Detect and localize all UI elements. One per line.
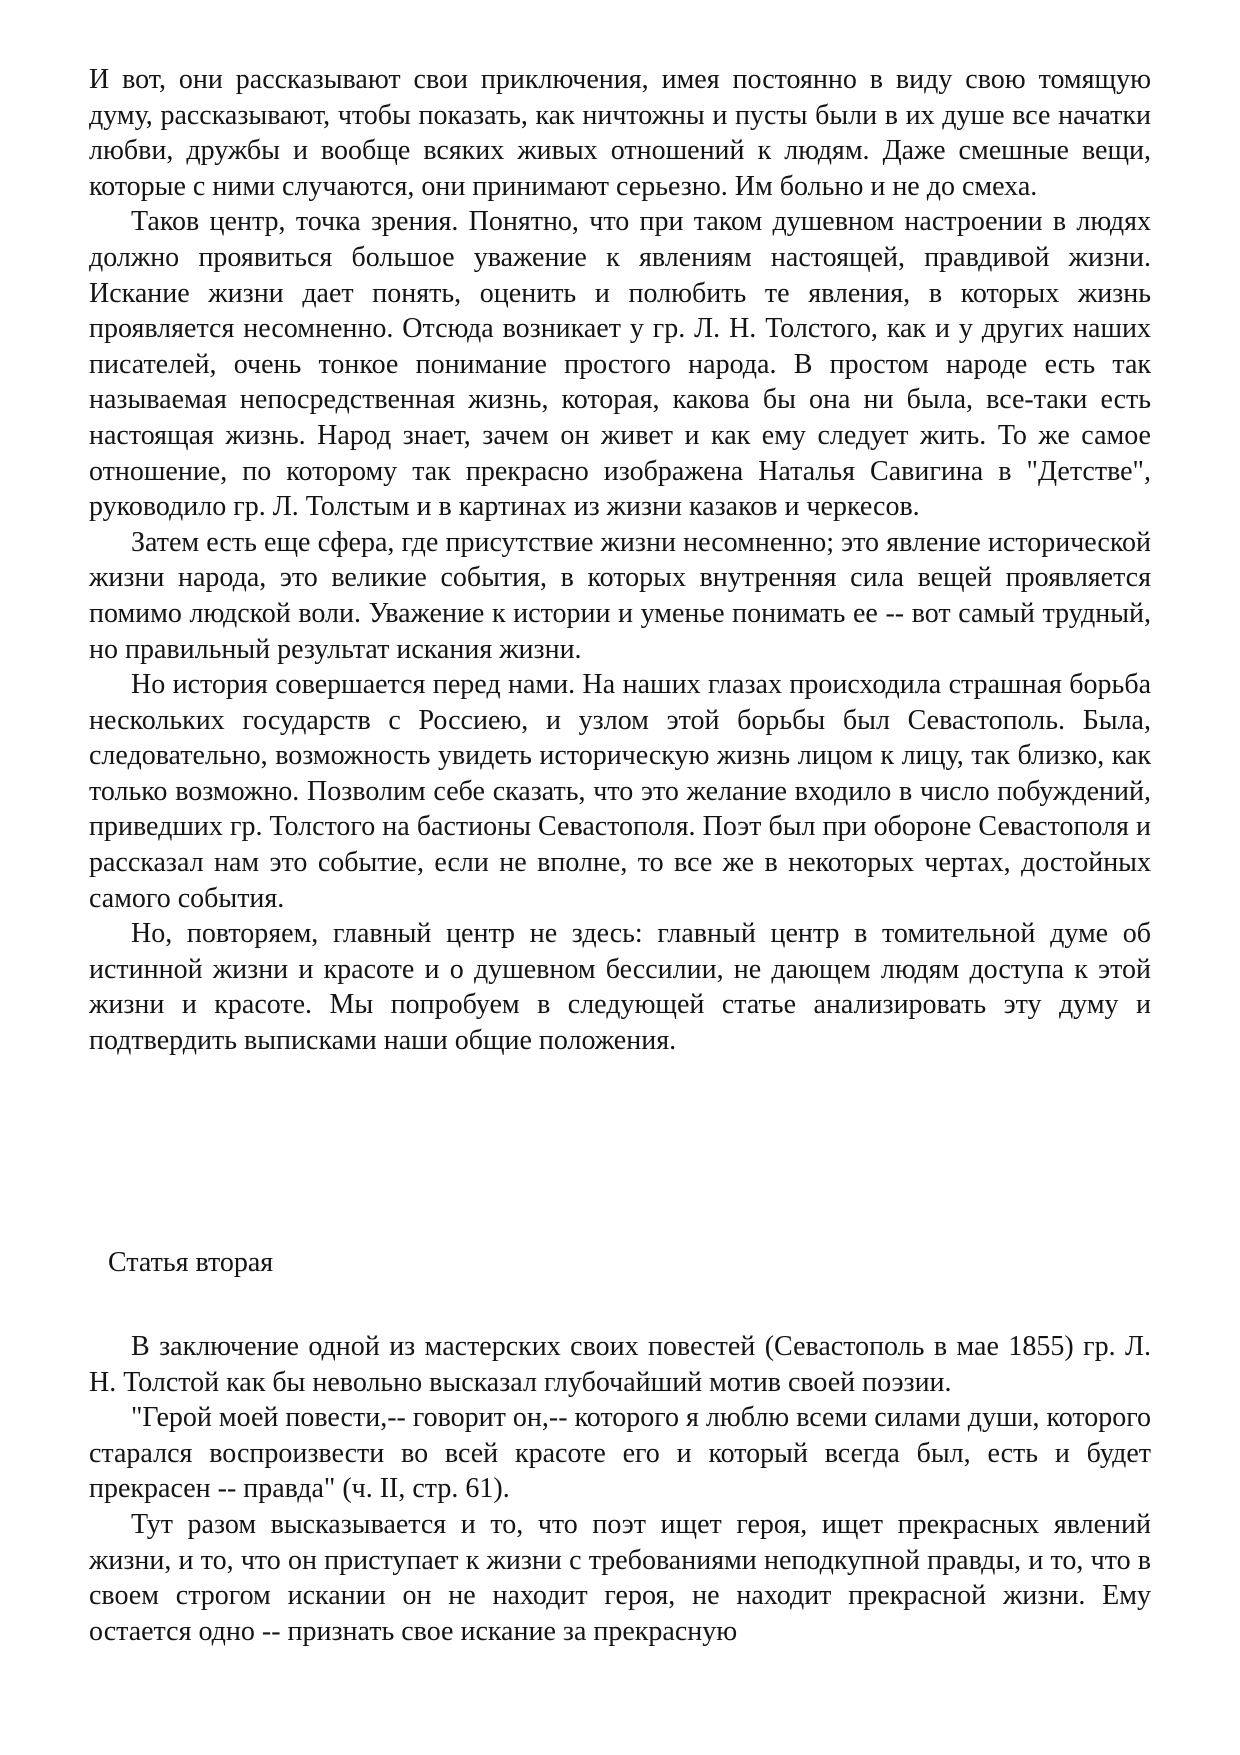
paragraph: Но история совершается перед нами. На наших глазах происходила страшная борьба нескольких государств с Россиею, и узлом этой борьбы был Севастополь. Была, следовательно, возможность увидеть историческую жизнь лицом к лицу, так близко, как только возможно. Позволим себе сказать, что это желание входило в число побуждений, приведших гр. Толстого на бастионы Севастополя. Поэт был при обороне Севастополя и рассказал нам это событие, если не вполне, то все же в некоторых чертах, достойных самого события. <box>89 669 1151 914</box>
article-body-part1 <box>89 62 1151 1059</box>
paragraph: Таков центр, точка зрения. Понятно, что при таком душевном настроении в людях должно проявиться большое уважение к явлениям настоящей, правдивой жизни. Искание жизни дает понять, оценить и полюбить те явления, в которых жизнь проявляется несомненно. Отсюда возникает у гр. Л. Н. Толстого, как и у других наших писателей, очень тонкое понимание простого народа. В простом народе есть так называемая непосредственная жизнь, которая, какова бы она ни была, все-таки есть настоящая жизнь. Народ знает, зачем он живет и как ему следует жить. То же самое отношение, по которому так прекрасно изображена Наталья Савигина в "Детстве", руководило гр. Л. Толстым и в картинах из жизни казаков и черкесов. <box>89 206 1151 523</box>
paragraph: Затем есть еще сфера, где присутствие жизни несомненно; это явление исторической жизни народа, это великие события, в которых внутренняя сила вещей проявляется помимо людской воли. Уважение к истории и уменье понимать ее -- вот самый трудный, но правильный результат искания жизни. <box>89 526 1151 665</box>
section-heading: Статья вторая <box>108 1247 274 1278</box>
paragraph: Но, повторяем, главный центр не здесь: главный центр в томительной думе об истинной жизни и красоте и о душевном бессилии, не дающем людям доступа к этой жизни и красоте. Мы попробуем в следующей статье анализировать эту думу и подтвердить выписками наши общие положения. <box>89 918 1151 1057</box>
paragraph: И вот, они рассказывают свои приключения, имея постоянно в виду свою томящую думу, рассказывают, чтобы показать, как ничтожны и пусты были в их душе все начатки любви, дружбы и вообще всяких живых отношений к людям. Даже смешные вещи, которые с ними случаются, они принимают серьезно. Им больно и не до смеха. <box>89 64 1151 202</box>
paragraph: "Герой моей повести,-- говорит он,-- которого я люблю всеми силами души, которого старался воспроизвести во всей красоте его и который всегда был, есть и будет прекрасен -- правда" (ч. II, стр. 61). <box>89 1402 1151 1505</box>
paragraph: В заключение одной из мастерских своих повестей (Севастополь в мае 1855) гр. Л. Н. Толстой как бы невольно высказал глубочайший мотив своей поэзии. <box>89 1331 1151 1398</box>
article-body-part2 <box>89 1329 1151 1649</box>
paragraph: Тут разом высказывается и то, что поэт ищет героя, ищет прекрасных явлений жизни, и то, что он приступает к жизни с требованиями неподкупной правды, и то, что в своем строгом искании он не находит героя, не находит прекрасной жизни. Ему остается одно -- признать свое искание за прекрасную <box>89 1508 1151 1647</box>
